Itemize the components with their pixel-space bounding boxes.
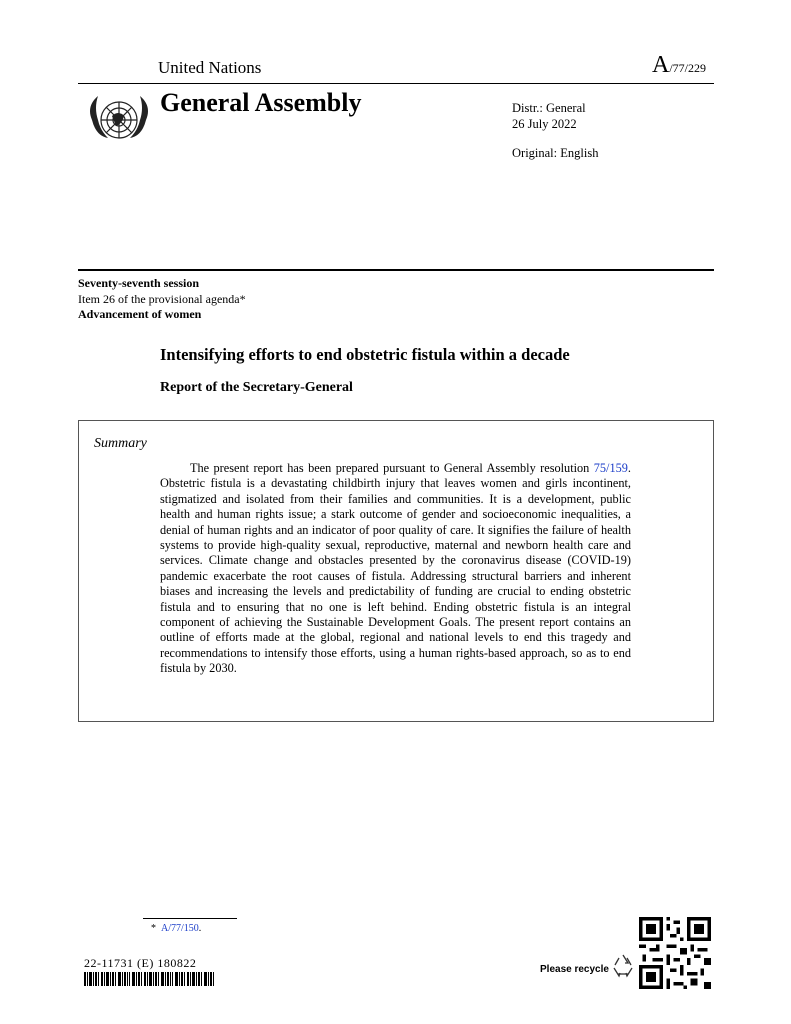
agenda-item: Item 26 of the provisional agenda*	[78, 291, 246, 306]
section-rule	[78, 269, 714, 271]
report-subtitle: Report of the Secretary-General	[160, 380, 353, 395]
summary-body: . Obstetric fistula is a devastating childbirth injury that leaves women and girls incontinent, stigmatized and isolated from their families and communities. It is a development, public health and human rights issue; a stark outcome of gender and socioeconomic inequalities, a denial of human rights and an indicator of poor quality of care. It signifies the failure of health systems to provide high-quality sexual, reproductive, maternal and newborn health care and services. Climate change and obstacles presented by the coronavirus disease (COVID-19) pandemic exacerbate the root causes of fistula. Addressing structural barriers and inherent biases and increasing the levels and predictability of funding are crucial to ending obstetric fistula and to ensuring that no one is left behind. Ending obstetric fistula is an integral component of achieving the Sustainable Development Goals. The present report contains an outline of efforts made at the global, regional and national levels to end this tragedy and recommendations to intensify those efforts, using a human rights-based approach, so as to end fistula by 2030.	[160, 461, 631, 676]
recycle-note: Please recycle	[540, 964, 609, 975]
summary-lead: The present report has been prepared pursuant to General Assembly resolution	[190, 461, 594, 475]
distribution-block	[512, 100, 586, 132]
org-name: United Nations	[158, 58, 262, 77]
agenda-topic: Advancement of women	[78, 307, 202, 321]
resolution-link[interactable]: 75/159	[593, 461, 628, 475]
summary-text	[160, 461, 631, 677]
document-symbol	[652, 52, 706, 79]
session-name: Seventy-seventh session	[78, 276, 200, 290]
summary-label: Summary	[94, 436, 147, 451]
document-number: 22-11731 (E) 180822	[84, 956, 197, 970]
symbol-letter: A	[652, 52, 670, 78]
barcode-icon	[84, 972, 214, 986]
un-emblem-icon	[82, 90, 156, 154]
footnote	[151, 923, 201, 934]
original-language: Original: English	[512, 146, 599, 160]
distribution: Distr.: General	[512, 101, 586, 115]
report-title: Intensifying efforts to end obstetric fistula within a decade	[160, 345, 570, 364]
footnote-trail: .	[198, 923, 202, 934]
body-name: General Assembly	[160, 88, 362, 117]
symbol-number: /77/229	[669, 61, 707, 75]
issue-date: 26 July 2022	[512, 117, 577, 131]
qr-code-icon	[639, 917, 711, 989]
recycle-icon	[610, 952, 636, 978]
session-block	[78, 276, 246, 323]
header-rule	[78, 83, 714, 84]
footnote-rule	[143, 918, 237, 919]
footnote-link[interactable]: A/77/150	[161, 923, 199, 934]
footnote-marker: *	[151, 923, 156, 934]
